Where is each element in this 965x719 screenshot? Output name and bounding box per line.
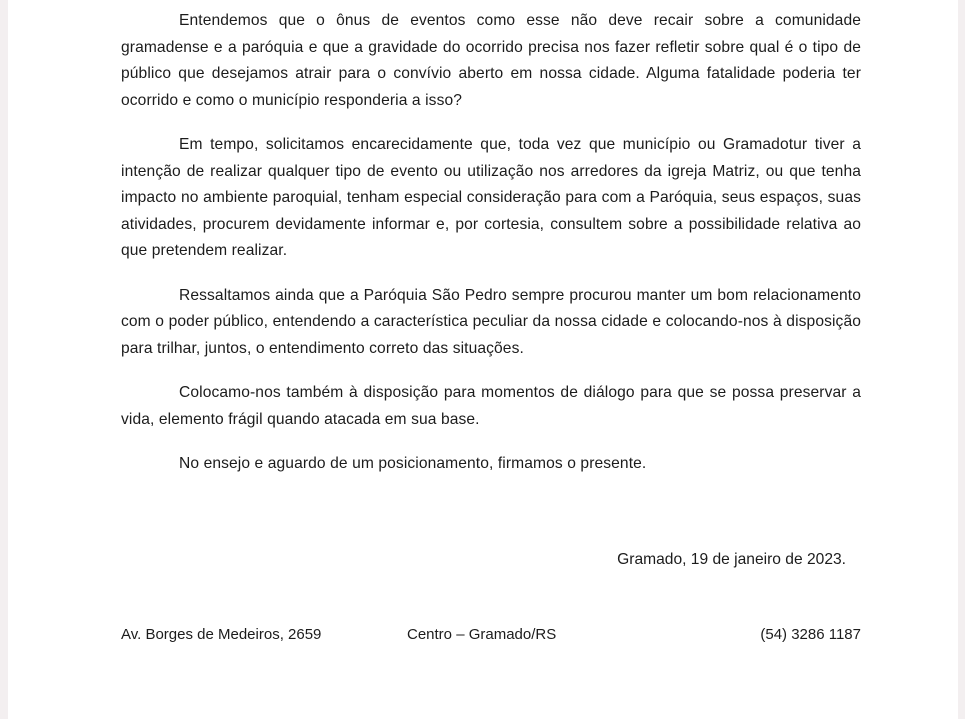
- letter-body: [121, 8, 861, 496]
- paragraph-1: Entendemos que o ônus de eventos como esse não deve recair sobre a comunidade gramadense e a paróquia e que a gravidade do ocorrido precisa nos fazer refletir sobre qual é o tipo de público que desejamos atrair para o convívio aberto em nossa cidade. Alguma fatalidade poderia ter ocorrido e como o município responderia a isso?: [121, 12, 861, 109]
- letter-footer: [121, 623, 861, 647]
- paragraph-5: No ensejo e aguardo de um posicionamento, firmamos o presente.: [179, 455, 647, 472]
- paragraph-3: Ressaltamos ainda que a Paróquia São Pedro sempre procurou manter um bom relacionamento com o poder público, entendendo a característica peculiar da nossa cidade e colocando-nos à disposição para trilhar, juntos, o entendimento correto das situações.: [121, 286, 861, 357]
- footer-address: Av. Borges de Medeiros, 2659: [121, 626, 322, 643]
- paragraph-2: Em tempo, solicitamos encarecidamente que, toda vez que município ou Gramadotur tiver a intenção de realizar qualquer tipo de evento ou utilização nos arredores da igreja Matriz, ou que tenha impacto no ambiente paroquial, tenham especial consideração para com a Paróquia, seus espaços, suas atividades, procurem devidamente informar e, por cortesia, consultem sobre a possibilidade relativa ao que pretendem realizar.: [121, 136, 861, 259]
- footer-district: Centro – Gramado/RS: [407, 626, 557, 643]
- place-date: Gramado, 19 de janeiro de 2023.: [617, 551, 846, 568]
- paragraph-4: Colocamo-nos também à disposição para momentos de diálogo para que se possa preservar a vida, elemento frágil quando atacada em sua base.: [121, 384, 861, 428]
- footer-phone: (54) 3286 1187: [760, 626, 861, 643]
- letter-page: [8, 0, 958, 719]
